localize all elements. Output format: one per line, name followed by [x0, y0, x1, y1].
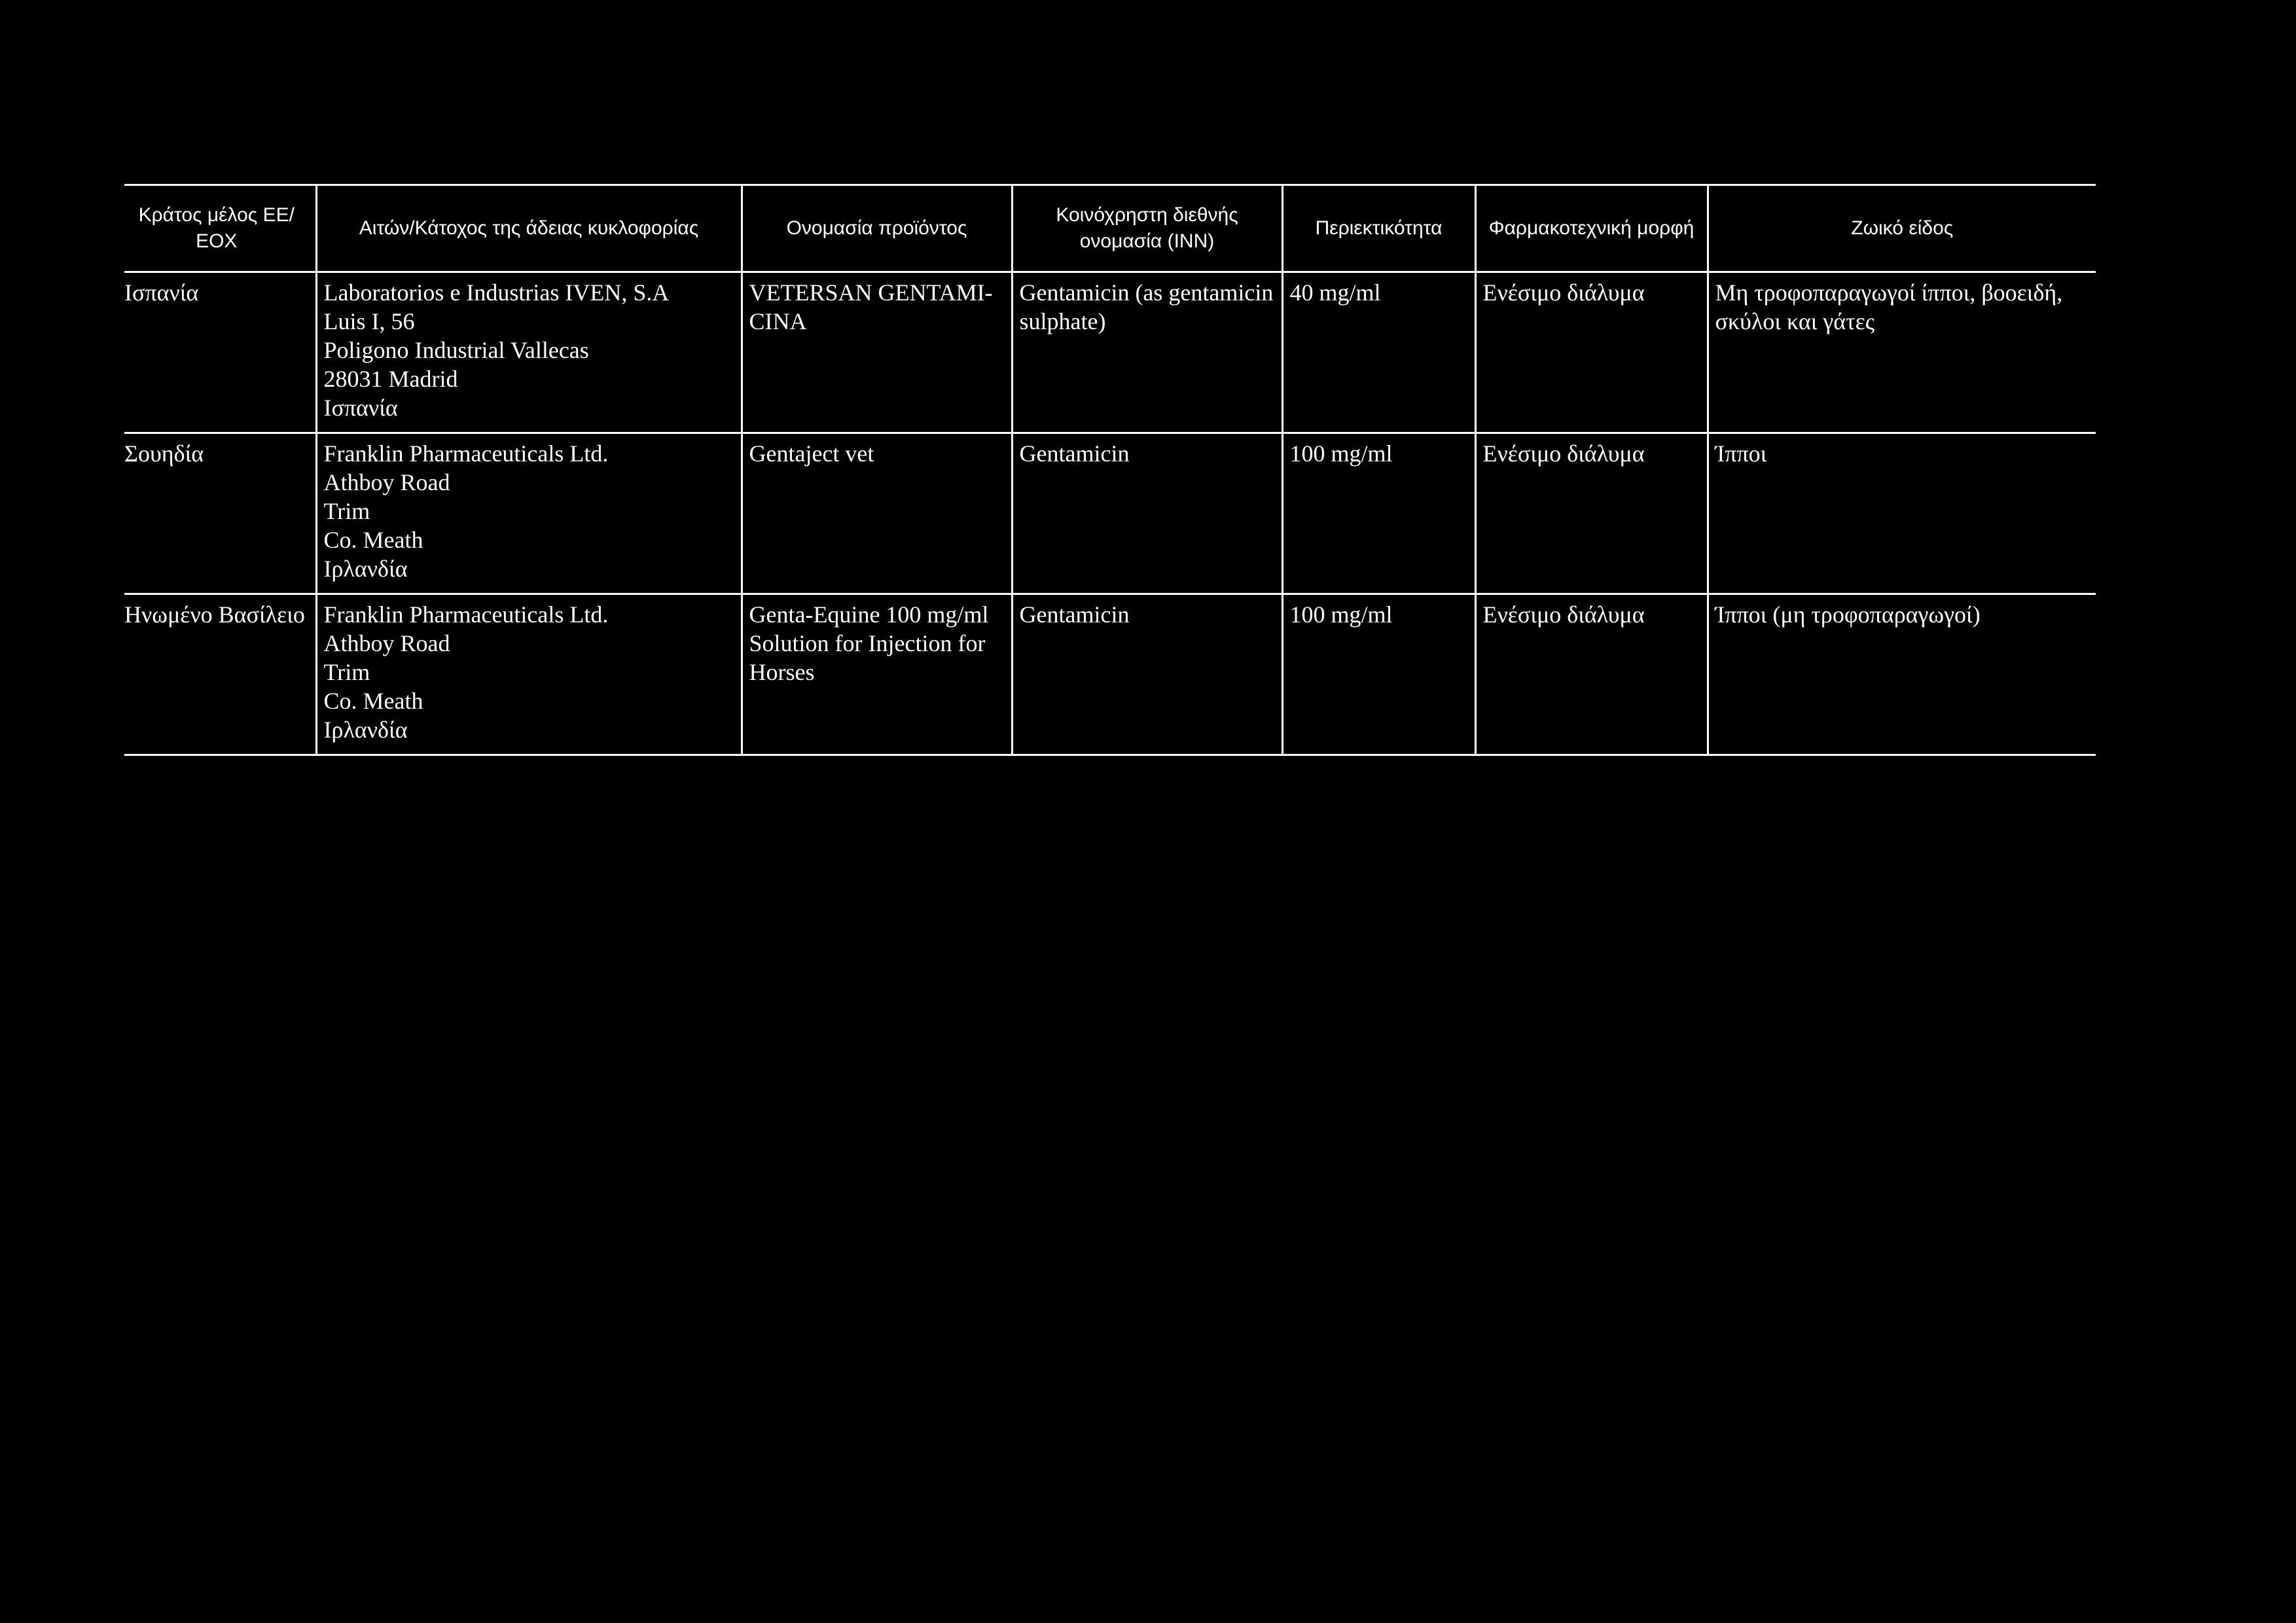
- header-strength: Περιεκτικότητα: [1282, 185, 1475, 272]
- holder-line: Ισπανία: [323, 395, 398, 421]
- cell-pharmaceutical-form: Ενέσιμο διάλυμα: [1475, 433, 1708, 594]
- holder-line: Athboy Road: [323, 469, 450, 495]
- table-body: [124, 272, 2096, 755]
- cell-animal-species: Ίπποι (μη τροφοπαραγωγοί): [1708, 594, 2096, 755]
- holder-line: Ιρλανδία: [323, 717, 408, 743]
- header-animal-species: Ζωικό είδος: [1708, 185, 2096, 272]
- cell-animal-species: Ίπποι: [1708, 433, 2096, 594]
- table-row: [124, 272, 2096, 433]
- holder-line: Franklin Pharmaceuticals Ltd.: [323, 601, 609, 628]
- cell-holder: [316, 272, 742, 433]
- holder-line: 28031 Madrid: [323, 366, 458, 392]
- table-header: [124, 185, 2096, 272]
- cell-member-state: Σουηδία: [124, 440, 204, 467]
- header-holder: Αιτών/Κάτοχος της άδειας κυκλοφορίας: [316, 185, 742, 272]
- cell-holder: [316, 594, 742, 755]
- holder-line: Ιρλανδία: [323, 556, 408, 582]
- holder-line: Athboy Road: [323, 630, 450, 656]
- cell-pharmaceutical-form: Ενέσιμο διάλυμα: [1475, 594, 1708, 755]
- cell-inn: Gentamicin: [1012, 433, 1282, 594]
- header-pharmaceutical-form: Φαρμακοτεχνική μορφή: [1475, 185, 1708, 272]
- holder-line: Laboratorios e Industrias IVEN, S.A: [323, 279, 670, 306]
- holder-line: Franklin Pharmaceuticals Ltd.: [323, 440, 609, 467]
- header-member-state: Κράτος μέλος ΕΕ/ ΕΟΧ: [138, 204, 295, 252]
- cell-strength: 100 mg/ml: [1282, 594, 1475, 755]
- cell-inn: Gentamicin: [1012, 594, 1282, 755]
- header-row: [124, 185, 2096, 272]
- holder-line: Co. Meath: [323, 688, 423, 714]
- cell-holder: [316, 433, 742, 594]
- header-product-name: Ονομασία προϊόντος: [742, 185, 1012, 272]
- cell-pharmaceutical-form: Ενέσιμο διάλυμα: [1475, 272, 1708, 433]
- cell-product-name: Gentaject vet: [742, 433, 1012, 594]
- cell-product-name: VETERSAN GENTAMI-CINA: [742, 272, 1012, 433]
- cell-product-name: Genta-Equine 100 mg/ml Solution for Injection for Horses: [742, 594, 1012, 755]
- cell-strength: 100 mg/ml: [1282, 433, 1475, 594]
- holder-line: Trim: [323, 659, 370, 685]
- holder-line: Co. Meath: [323, 527, 423, 553]
- cell-inn: Gentamicin (as gentamicin sulphate): [1012, 272, 1282, 433]
- cell-animal-species: Μη τροφοπαραγωγοί ίπποι, βοοειδή, σκύλοι και γάτες: [1708, 272, 2096, 433]
- marketing-authorisation-table: [124, 184, 2096, 756]
- cell-member-state: Ηνωμένο Βασίλειο: [124, 601, 305, 628]
- holder-line: Trim: [323, 498, 370, 524]
- table-row: [124, 433, 2096, 594]
- table-row: [124, 594, 2096, 755]
- cell-member-state: Ισπανία: [124, 279, 199, 306]
- holder-line: Luis I, 56: [323, 308, 415, 334]
- cell-strength: 40 mg/ml: [1282, 272, 1475, 433]
- holder-line: Poligono Industrial Vallecas: [323, 337, 589, 363]
- header-inn: Κοινόχρηστη διεθνής ονομασία (INN): [1012, 185, 1282, 272]
